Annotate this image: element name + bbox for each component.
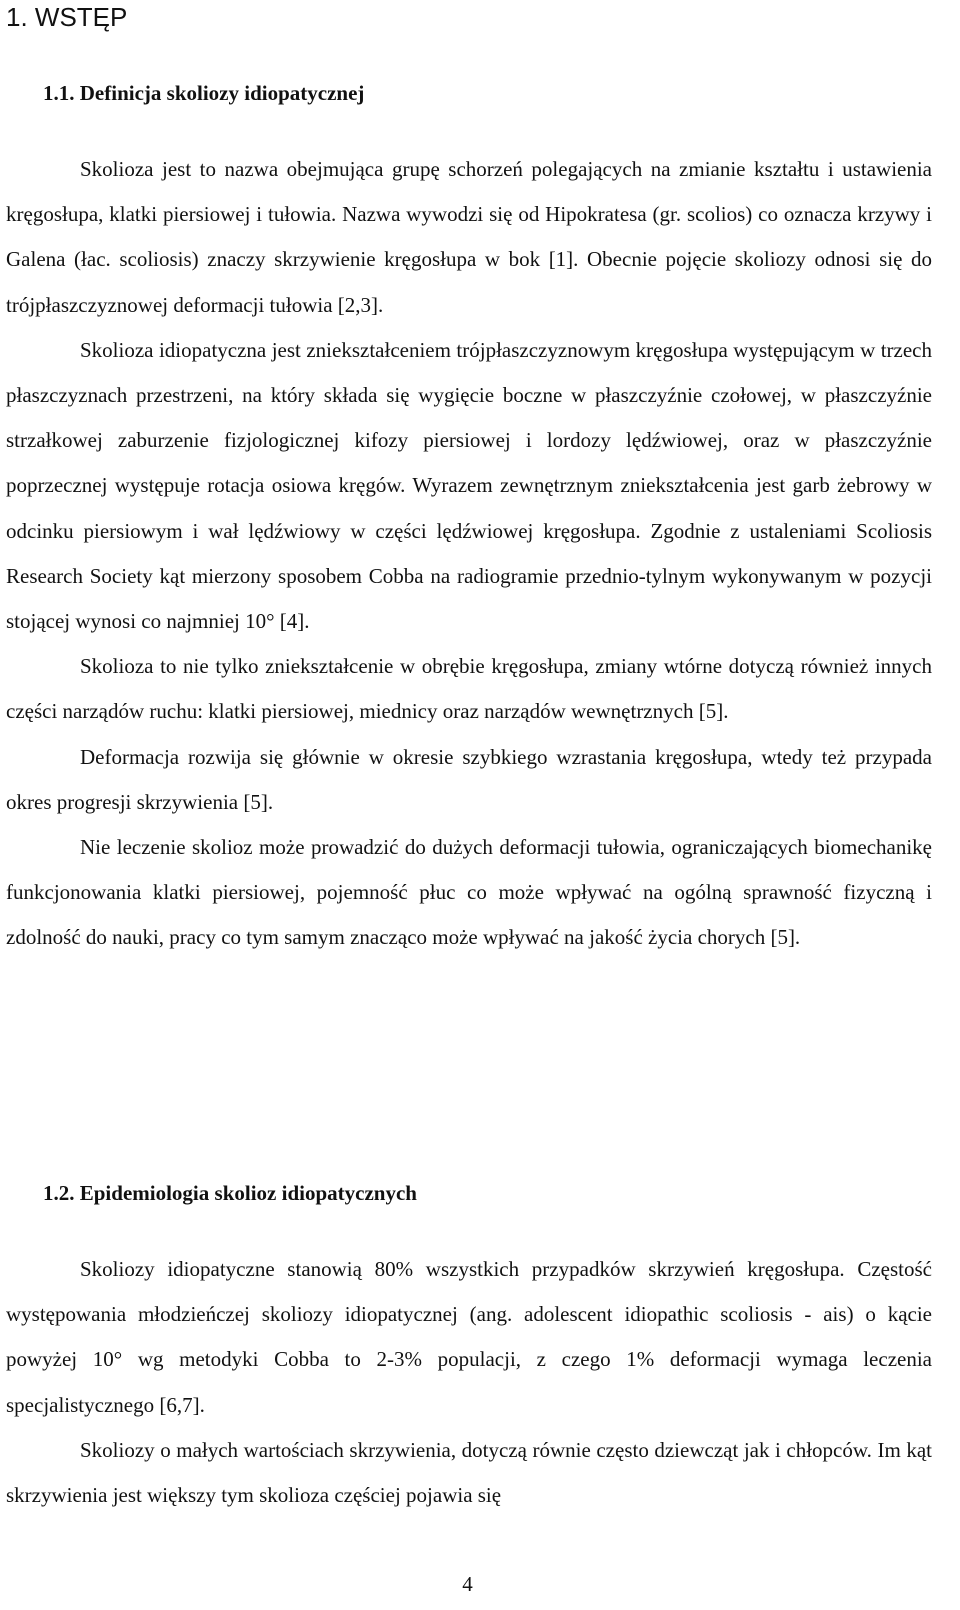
section-body-epidemiology xyxy=(6,1247,932,1518)
paragraph: Skoliozy idiopatyczne stanowią 80% wszystkich przypadków skrzywień kręgosłupa. Częstość występowania młodzieńczej skoliozy idiopatycznej (ang. adolescent idiopathic scoliosis - ais) o kącie powyżej 10° wg metodyki Cobba to 2-3% populacji, z czego 1% deformacji wymaga leczenia specjalistycznego [6,7]. xyxy=(6,1257,932,1417)
section-title-epidemiology: 1.2. Epidemiologia skolioz idiopatycznych xyxy=(43,1181,417,1205)
chapter-heading: 1. WSTĘP xyxy=(6,2,128,32)
paragraph: Nie leczenie skolioz może prowadzić do dużych deformacji tułowia, ograniczających biomechanikę funkcjonowania klatki piersiowej, pojemność płuc co może wpływać na ogólną sprawność fizyczną i zdolność do nauki, pracy co tym samym znacząco może wpływać na jakość życia chorych [5]. xyxy=(6,835,932,950)
paragraph: Deformacja rozwija się głównie w okresie szybkiego wzrastania kręgosłupa, wtedy też przypada okres progresji skrzywienia [5]. xyxy=(6,744,932,814)
paragraph: Skolioza to nie tylko zniekształcenie w obrębie kręgosłupa, zmiany wtórne dotyczą również innych części narządów ruchu: klatki piersiowej, miednicy oraz narządów wewnętrznych [5]. xyxy=(6,654,932,724)
page-number: 4 xyxy=(462,1572,473,1596)
paragraph: Skoliozy o małych wartościach skrzywienia, dotyczą równie często dziewcząt jak i chłopców. Im kąt skrzywienia jest większy tym skolioza częściej pojawia się xyxy=(6,1437,932,1508)
section-title-definition: 1.1. Definicja skoliozy idiopatycznej xyxy=(43,81,365,105)
paragraph: Skolioza idiopatyczna jest zniekształceniem trójpłaszczyznowym kręgosłupa występującym w trzech płaszczyznach przestrzeni, na który składa się wygięcie boczne w płaszczyźnie czołowej, w płaszczyźnie strzałkowej zaburzenie fizjologicznej kifozy piersiowej i lordozy lędźwiowej, oraz w płaszczyźnie poprzecznej występuje rotacja osiowa kręgów. Wyrazem zewnętrznym zniekształcenia jest garb żebrowy w odcinku piersiowym i wał lędźwiowy w części lędźwiowej kręgosłupa. Zgodnie z ustaleniami Scoliosis Research Society kąt mierzony sposobem Cobba na radiogramie przednio-tylnym wykonywanym w pozycji stojącej wynosi co najmniej 10° [4]. xyxy=(6,337,932,634)
paragraph: Skolioza jest to nazwa obejmująca grupę schorzeń polegających na zmianie kształtu i ustawienia kręgosłupa, klatki piersiowej i tułowia. Nazwa wywodzi się od Hipokratesa (gr. scolios) co oznacza krzywy i Galena (łac. scoliosis) znaczy skrzywienie kręgosłupa w bok [1]. Obecnie pojęcie skoliozy odnosi się do trójpłaszczyznowej deformacji tułowia [2,3]. xyxy=(6,157,932,317)
section-body-definition xyxy=(6,147,932,961)
